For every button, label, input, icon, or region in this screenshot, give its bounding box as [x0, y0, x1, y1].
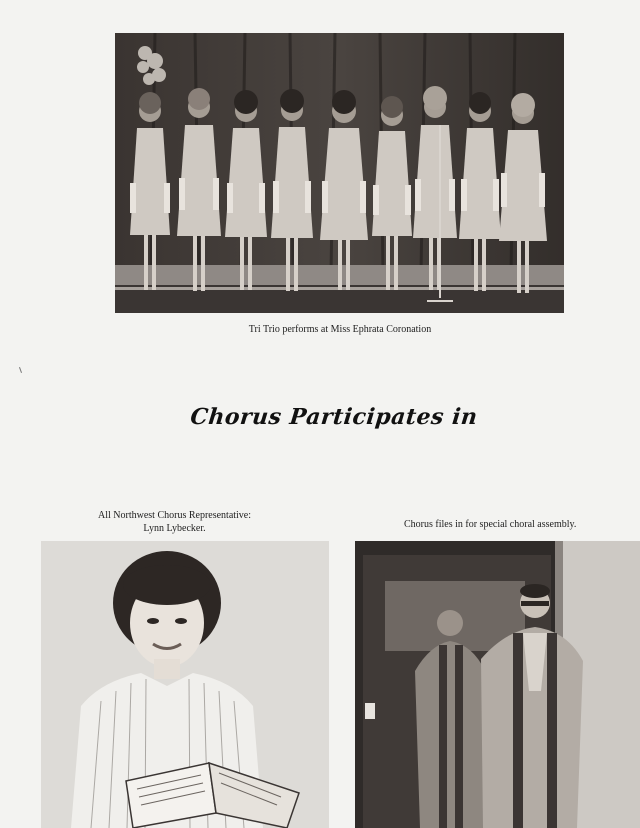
tri-trio-caption: Tri Trio performs at Miss Ephrata Coronation — [248, 324, 432, 335]
portrait-illustration — [41, 541, 329, 828]
representative-caption-line2: Lynn Lybecker. — [143, 523, 206, 534]
tri-trio-photo — [115, 33, 564, 313]
chorus-files-caption: Chorus files in for special choral assembly. — [404, 519, 577, 530]
page-headline: Chorus Participates in — [189, 404, 479, 430]
representative-photo — [41, 541, 329, 828]
light-fixture-icon — [365, 703, 375, 719]
chorus-files-photo — [355, 541, 640, 828]
representative-caption-line1: All Northwest Chorus Representative: — [98, 510, 252, 521]
representative-caption — [98, 509, 251, 535]
stray-mark — [19, 367, 22, 373]
procession-illustration — [355, 541, 640, 828]
stage-illustration — [115, 33, 564, 313]
